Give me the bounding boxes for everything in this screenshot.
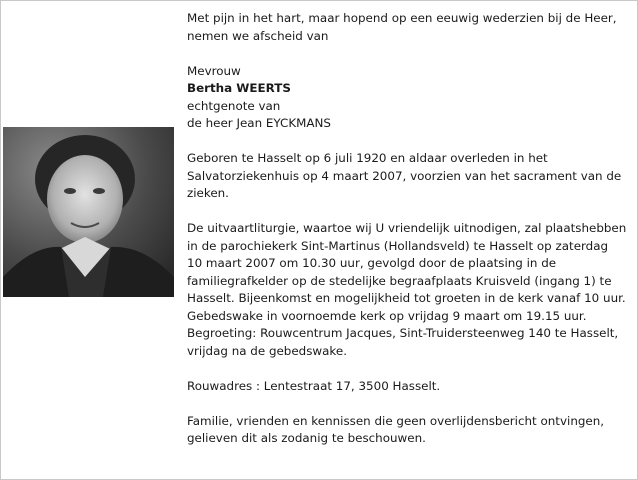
funeral-line-5: Hasselt. Bijeenkomst en mogelijkheid tot groeten in de kerk vanaf 10 uur.: [187, 291, 626, 305]
honorific: Mevrouw: [187, 63, 241, 78]
birth-death-line-3: zieken.: [187, 186, 229, 200]
portrait-photo: [3, 127, 174, 297]
relation-label: echtgenote van: [187, 98, 281, 113]
deceased-name: Bertha WEERTS: [187, 81, 291, 95]
birth-death-line-1: Geboren te Hasselt op 6 juli 1920 en aldaar overleden in het: [187, 151, 548, 165]
funeral-line-8: vrijdag na de gebedswake.: [187, 343, 347, 358]
intro-line-2: nemen we afscheid van: [187, 28, 329, 43]
birth-death-line-2: Salvatorziekenhuis op 4 maart 2007, voorzien van het sacrament van de: [187, 168, 622, 183]
obituary-text: [187, 10, 633, 448]
mourning-address: Rouwadres : Lentestraat 17, 3500 Hasselt.: [187, 378, 441, 393]
funeral-line-3: 10 maart 2007 om 10.30 uur, gevolgd door de plaatsing in de: [187, 256, 557, 270]
portrait-image: [3, 127, 174, 297]
closing-line-2: gelieven dit als zodanig te beschouwen.: [187, 431, 426, 445]
intro-line-1: Met pijn in het hart, maar hopend op een eeuwig wederzien bij de Heer,: [187, 11, 617, 25]
funeral-line-2: in de parochiekerk Sint-Martinus (Hollandsveld) te Hasselt op zaterdag: [187, 238, 609, 253]
funeral-line-1: De uitvaartliturgie, waartoe wij U vriendelijk uitnodigen, zal plaatshebben: [187, 221, 627, 235]
spouse-name: de heer Jean EYCKMANS: [187, 116, 331, 130]
closing-line-1: Familie, vrienden en kennissen die geen overlijdensbericht ontvingen,: [187, 413, 605, 428]
funeral-line-7: Begroeting: Rouwcentrum Jacques, Sint-Truidersteenweg 140 te Hasselt,: [187, 326, 619, 340]
funeral-line-6: Gebedswake in voornoemde kerk op vrijdag 9 maart om 19.15 uur.: [187, 308, 587, 323]
funeral-line-4: familiegrafkelder op de stedelijke begraafplaats Kruisveld (ingang 1) te: [187, 273, 612, 288]
